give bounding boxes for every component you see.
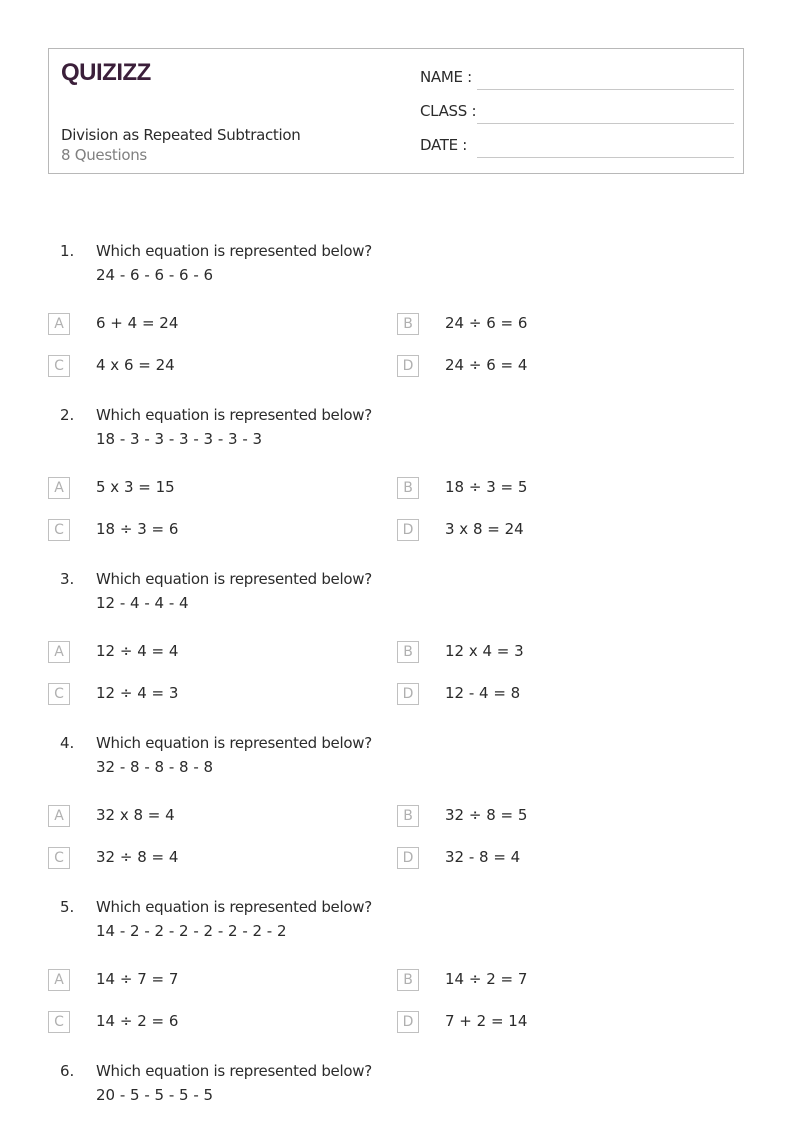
option-letter-box: B (397, 969, 419, 991)
option-text: 5 x 3 = 15 (96, 478, 175, 496)
option-letter-box: C (48, 519, 70, 541)
question-count: 8 Questions (61, 146, 147, 164)
worksheet-title: Division as Repeated Subtraction (61, 126, 301, 144)
question-expression: 14 - 2 - 2 - 2 - 2 - 2 - 2 - 2 (96, 922, 287, 940)
option-letter-box: D (397, 355, 419, 377)
option-text: 14 ÷ 2 = 6 (96, 1012, 179, 1030)
question-expression: 20 - 5 - 5 - 5 - 5 (96, 1086, 214, 1104)
option-letter-box: C (48, 355, 70, 377)
question-text: Which equation is represented below? (96, 1062, 372, 1080)
option-text: 4 x 6 = 24 (96, 356, 175, 374)
q4-option-d[interactable] (397, 847, 697, 871)
option-text: 12 ÷ 4 = 4 (96, 642, 179, 660)
q5-option-a[interactable] (48, 969, 348, 993)
q1-option-b[interactable] (397, 313, 697, 337)
class-field (420, 102, 734, 124)
option-text: 32 - 8 = 4 (445, 848, 521, 866)
question-text: Which equation is represented below? (96, 570, 372, 588)
name-label: NAME : (420, 68, 472, 86)
option-text: 3 x 8 = 24 (445, 520, 524, 538)
q2-option-a[interactable] (48, 477, 348, 501)
class-label: CLASS : (420, 102, 477, 120)
option-letter-box: D (397, 683, 419, 705)
option-text: 14 ÷ 7 = 7 (96, 970, 179, 988)
name-field (420, 68, 734, 90)
q5-option-c[interactable] (48, 1011, 348, 1035)
quizizz-logo: QUIZIZZ (61, 59, 151, 86)
option-letter-box: C (48, 847, 70, 869)
name-line[interactable] (477, 89, 734, 90)
option-text: 7 + 2 = 14 (445, 1012, 528, 1030)
question-text: Which equation is represented below? (96, 242, 372, 260)
option-letter-box: C (48, 1011, 70, 1033)
option-letter-box: A (48, 477, 70, 499)
option-letter-box: B (397, 313, 419, 335)
question-number: 4. (60, 734, 75, 752)
option-text: 14 ÷ 2 = 7 (445, 970, 528, 988)
q3-option-a[interactable] (48, 641, 348, 665)
option-text: 18 ÷ 3 = 6 (96, 520, 179, 538)
option-letter-box: B (397, 805, 419, 827)
q3-option-c[interactable] (48, 683, 348, 707)
question-number: 2. (60, 406, 75, 424)
option-text: 12 x 4 = 3 (445, 642, 524, 660)
option-text: 32 ÷ 8 = 4 (96, 848, 179, 866)
q4-option-c[interactable] (48, 847, 348, 871)
question-expression: 32 - 8 - 8 - 8 - 8 (96, 758, 214, 776)
question-number: 3. (60, 570, 75, 588)
q5-option-b[interactable] (397, 969, 697, 993)
option-letter-box: A (48, 313, 70, 335)
q4-option-a[interactable] (48, 805, 348, 829)
q5-option-d[interactable] (397, 1011, 697, 1035)
question-expression: 12 - 4 - 4 - 4 (96, 594, 189, 612)
option-text: 24 ÷ 6 = 4 (445, 356, 528, 374)
question-number: 5. (60, 898, 75, 916)
option-letter-box: D (397, 1011, 419, 1033)
question-expression: 18 - 3 - 3 - 3 - 3 - 3 - 3 (96, 430, 263, 448)
question-number: 6. (60, 1062, 75, 1080)
q2-option-b[interactable] (397, 477, 697, 501)
option-text: 32 x 8 = 4 (96, 806, 175, 824)
option-letter-box: D (397, 847, 419, 869)
option-text: 6 + 4 = 24 (96, 314, 179, 332)
option-text: 12 ÷ 4 = 3 (96, 684, 179, 702)
q4-option-b[interactable] (397, 805, 697, 829)
question-expression: 24 - 6 - 6 - 6 - 6 (96, 266, 214, 284)
option-text: 32 ÷ 8 = 5 (445, 806, 528, 824)
date-field (420, 136, 734, 158)
question-text: Which equation is represented below? (96, 898, 372, 916)
q1-option-c[interactable] (48, 355, 348, 379)
option-text: 24 ÷ 6 = 6 (445, 314, 528, 332)
option-letter-box: C (48, 683, 70, 705)
q3-option-d[interactable] (397, 683, 697, 707)
option-letter-box: B (397, 641, 419, 663)
q2-option-d[interactable] (397, 519, 697, 543)
option-letter-box: A (48, 969, 70, 991)
date-line[interactable] (477, 157, 734, 158)
q1-option-a[interactable] (48, 313, 348, 337)
q2-option-c[interactable] (48, 519, 348, 543)
option-letter-box: D (397, 519, 419, 541)
q1-option-d[interactable] (397, 355, 697, 379)
option-letter-box: A (48, 641, 70, 663)
question-text: Which equation is represented below? (96, 734, 372, 752)
option-letter-box: B (397, 477, 419, 499)
class-line[interactable] (477, 123, 734, 124)
option-text: 18 ÷ 3 = 5 (445, 478, 528, 496)
question-number: 1. (60, 242, 75, 260)
worksheet-header (48, 48, 744, 174)
question-text: Which equation is represented below? (96, 406, 372, 424)
date-label: DATE : (420, 136, 468, 154)
option-text: 12 - 4 = 8 (445, 684, 521, 702)
q3-option-b[interactable] (397, 641, 697, 665)
option-letter-box: A (48, 805, 70, 827)
